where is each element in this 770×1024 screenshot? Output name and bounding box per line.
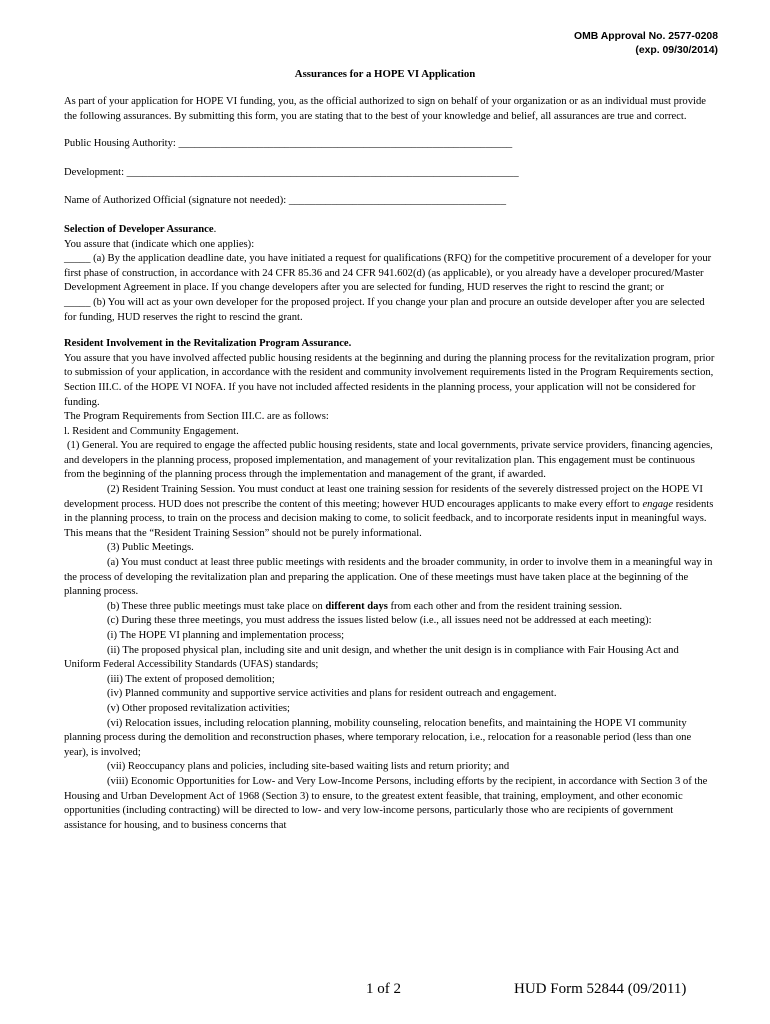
developer-instruction: You assure that (indicate which one applies):	[64, 238, 255, 250]
resident-assurance-paragraph: You assure that you have involved affected public housing residents at the beginning and during the planning process for the revitalization program, prior to submission of your application, in accordance with the resident and community involvement requirements listed in the Program Requirements section, Section III.C. of the HOPE VI NOFA. If you have not included affected residents in the planning process, your application will not be considered for funding.	[64, 352, 715, 408]
developer-option-b: _____ (b) You will act as your own developer for the proposed project. If you change your plan and procure an outside developer after you are selected for funding, HUD reserves the right to rescind the grant.	[64, 296, 705, 323]
document-title: Assurances for a HOPE VI Application	[294, 68, 476, 80]
public-meetings-item: (3) Public Meetings.	[107, 542, 194, 554]
issue-item: (v) Other proposed revitalization activities;	[107, 702, 290, 714]
page-number: 1 of 2	[366, 981, 401, 997]
developer-assurance-section: Selection of Developer Assurance. You assure that (indicate which one applies): _____ (a) By the application deadline date, you have initiated a request for qualifications (RFQ) for the competitive procurement of a developer for your first phase of construction, in accordance with 24 CFR 85.36 and 24 CFR 941.602(d) (as applicable), or you already have a developer procured/Master Development Agreement in place. If you change developers after you are selected for funding, HUD reserves the right to rescind the grant; or _____ (b) You will act as your own developer for the proposed project. If you change your plan and procure an outside developer after you are selected for funding, HUD reserves the right to rescind the grant.	[64, 223, 716, 325]
issue-item: (viii) Economic Opportunities for Low- and Very Low-Income Persons, including efforts by the recipient, in accordance with Section 3 of the Housing and Urban Development Act of 1968 (Section 3) to ensure, to the greatest extent feasible, that training, employment, and other economic opportunities (including contracting) will be directed to low- and very low-income persons, particularly those who are recipients of government assistance for housing, and to business concerns that	[64, 775, 708, 831]
public-meetings-a: (a) You must conduct at least three public meetings with residents and the broader community, in order to involve them in a meaningful way in the process of developing the revitalization plan and preparing the application. One of these meetings must have taken place at the beginning of the planning process.	[64, 557, 713, 598]
issue-item: (ii) The proposed physical plan, including site and unit design, and whether the unit design is in compliance with Fair Housing Act and Uniform Federal Accessibility Standards (UFAS) standards;	[64, 644, 679, 671]
developer-assurance-heading: Selection of Developer Assurance	[64, 223, 214, 235]
document-body	[64, 95, 716, 833]
resident-involvement-section	[64, 337, 716, 833]
resident-involvement-heading: Resident Involvement in the Revitalization Program Assurance.	[64, 338, 352, 350]
issue-item: (vii) Reoccupancy plans and policies, including site-based waiting lists and return priority; and	[107, 761, 510, 773]
public-meetings-c: (c) During these three meetings, you must address the issues listed below (i.e., all issues need not be addressed at each meeting):	[107, 615, 652, 627]
issue-item: (iv) Planned community and supportive service activities and plans for resident outreach and engagement.	[107, 688, 557, 700]
omb-expiration: (exp. 09/30/2014)	[635, 45, 718, 56]
training-session-requirement: (2) Resident Training Session. You must conduct at least one training session for residents of the severely distressed project on the HOPE VI development process. HUD does not prescribe the content of this meeting; however HUD encourages applicants to make every effort to engage residents in the planning process, to train on the process and decision making to come, to solicit feedback, and to incorporate residents input in meaningful ways. This means that the “Resident Training Session” should not be purely informational.	[64, 484, 714, 539]
authorized-official-field: Name of Authorized Official (signature not needed): _________________________________________	[64, 195, 507, 207]
engagement-item: l. Resident and Community Engagement.	[64, 425, 239, 437]
developer-option-a: _____ (a) By the application deadline date, you have initiated a request for qualifications (RFQ) for the competitive procurement of a developer for your first phase of construction, in accordance with 24 CFR 85.36 and 24 CFR 941.602(d) (as applicable), or you already have a developer procured/Master Development Agreement in place. If you change developers after you are selected for funding, HUD reserves the right to rescind the grant; or	[64, 253, 712, 294]
omb-approval-number: OMB Approval No. 2577-0208	[574, 31, 718, 42]
general-requirement: (1) General. You are required to engage the affected public housing residents, state and local governments, private service providers, financing agencies, and developers in the planning process, proposed implementation, and management of your revitalization plan. This engagement must be continuous from the beginning of the planning process through the implementation and management of the grant, if awarded.	[64, 440, 713, 481]
public-housing-authority-field: Public Housing Authority: _______________________________________________________________	[64, 138, 513, 150]
public-meetings-b: (b) These three public meetings must take place on different days from each other and from the resident training session.	[107, 600, 623, 612]
development-field: Development: __________________________________________________________________________	[64, 166, 519, 178]
issue-item: (iii) The extent of proposed demolition;	[107, 673, 275, 685]
issue-item: (vi) Relocation issues, including relocation planning, mobility counseling, relocation benefits, and maintaining the HOPE VI community planning process during the demolition and reconstruction phases, where temporary relocation, i.e., relocation for a reasonable period (less than one year), is involved;	[64, 717, 692, 758]
omb-approval-block	[574, 30, 718, 58]
program-requirements-intro: The Program Requirements from Section III.C. are as follows:	[64, 411, 329, 423]
intro-paragraph: As part of your application for HOPE VI funding, you, as the official authorized to sign on behalf of your organization or as an individual must provide the following assurances. By submitting this form, you are stating that to the best of your knowledge and belief, all assurances are true and correct.	[64, 96, 706, 122]
issue-item: (i) The HOPE VI planning and implementation process;	[107, 630, 345, 641]
form-number: HUD Form 52844 (09/2011)	[514, 981, 687, 997]
